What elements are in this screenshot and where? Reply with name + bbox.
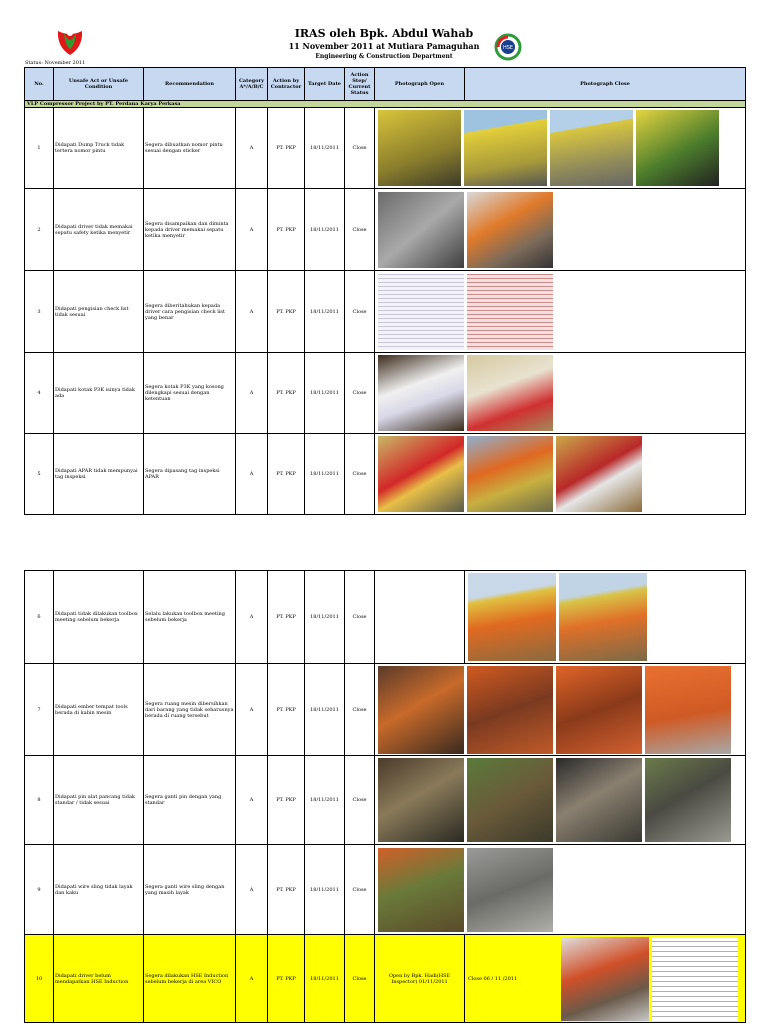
photo-engine-bucket	[378, 666, 464, 754]
row-action-by: PT. PKP	[268, 756, 305, 845]
row-category: A	[236, 108, 268, 189]
photo-truck-door-number	[636, 110, 719, 186]
table-row	[25, 571, 746, 664]
row-category: A	[236, 664, 268, 756]
table-row	[25, 664, 746, 756]
row-photos	[465, 571, 746, 664]
row-target-date: 18/11/2011	[305, 845, 345, 935]
report-department: Engineering & Construction Department	[315, 53, 453, 60]
row-recommendation: Segera ganti wire sling dengan yang masih layak	[144, 845, 236, 935]
photo-engine-cabin-1	[467, 666, 553, 754]
row-action-by: PT. PKP	[268, 189, 305, 271]
table-header-row	[25, 68, 746, 101]
row-photos	[375, 756, 746, 845]
row-category: A	[236, 756, 268, 845]
photo-pile-pin-3	[556, 758, 642, 842]
photo-wire-sling-close	[467, 848, 553, 932]
row-target-date: 18/11/2011	[305, 434, 345, 515]
photo-first-aid-box-open	[378, 355, 464, 431]
row-unsafe: Didapati kotak P3K isinya tidak ada	[54, 353, 144, 434]
row-photos	[375, 353, 746, 434]
table-row	[25, 189, 746, 271]
project-row	[25, 101, 746, 108]
row-action-by: PT. PKP	[268, 271, 305, 353]
row-action-by: PT. PKP	[268, 664, 305, 756]
row-recommendation: Segera dibuatkan nomor pintu sesuai dengan sticker	[144, 108, 236, 189]
photo-dump-truck-side	[550, 110, 633, 186]
row-action-by: PT. PKP	[268, 845, 305, 935]
row-status: Close	[345, 189, 375, 271]
row-status: Close	[345, 935, 375, 1023]
row-status: Close	[345, 353, 375, 434]
photo-toolbox-meeting-1	[468, 573, 556, 661]
table-row	[25, 845, 746, 935]
row-unsafe: Didapati ember tempat tools berada di kabin mesin	[54, 664, 144, 756]
col-no: No.	[25, 68, 54, 101]
row-unsafe: Didapati driver belum mendapatkan HSE Induction	[54, 935, 144, 1023]
row-photos	[375, 664, 746, 756]
row-status: Close	[345, 271, 375, 353]
svg-text:HSE: HSE	[502, 45, 514, 51]
row-photos	[375, 845, 746, 935]
row-target-date: 18/11/2011	[305, 664, 345, 756]
row-photos	[375, 189, 746, 271]
row-status: Close	[345, 664, 375, 756]
table-row	[25, 108, 746, 189]
row-target-date: 18/11/2011	[305, 189, 345, 271]
row-recommendation: Segera ruang mesin dibersihkan dari barang yang tidak seharusnya berada di ruang tersebut	[144, 664, 236, 756]
row-no: 7	[25, 664, 54, 756]
row-no: 2	[25, 189, 54, 271]
photo-first-aid-box-close	[467, 355, 553, 431]
table-row	[25, 756, 746, 845]
row-no: 6	[25, 571, 54, 664]
col-photo-open: Photograph Open	[375, 68, 465, 101]
row-no: 3	[25, 271, 54, 353]
row-action-by: PT. PKP	[268, 935, 305, 1023]
row-category: A	[236, 189, 268, 271]
photo-pile-pin-1	[378, 758, 464, 842]
photo-extinguisher-open	[378, 436, 464, 512]
row-recommendation: Segera ganti pin dengan yang standar	[144, 756, 236, 845]
photo-checklist-close	[467, 274, 553, 350]
row-target-date: 18/11/2011	[305, 756, 345, 845]
photo-extinguisher-tag	[556, 436, 642, 512]
photo-dump-truck-front	[464, 110, 547, 186]
row-target-date: 18/11/2011	[305, 353, 345, 434]
row-unsafe: Didapati APAR tidak mempunyai tag inspeksi	[54, 434, 144, 515]
row-recommendation: Segera kotak P3K yang kosong dilengkapi sesuai dengan ketentuan	[144, 353, 236, 434]
row-unsafe: Didapati pin alat pancang tidak standar / tidak sesuai	[54, 756, 144, 845]
row-category: A	[236, 935, 268, 1023]
photo-hse-induction	[561, 937, 649, 1021]
row-recommendation: Segera dilakukan HSE Induction sebelum bekerja di area VICO	[144, 935, 236, 1023]
row-unsafe: Didapati Dump Truck tidak tertera nomor pintu	[54, 108, 144, 189]
row-unsafe: Didapati driver tidak memakai sepatu safety ketika menyetir	[54, 189, 144, 271]
table-row	[25, 271, 746, 353]
row-category: A	[236, 353, 268, 434]
table-row	[25, 935, 746, 1023]
photo-engine-cabin-3	[645, 666, 731, 754]
row-unsafe: Didapati wire sling tidak layak dan kaku	[54, 845, 144, 935]
report-title: IRAS oleh Bpk. Abdul Wahab	[294, 27, 474, 40]
row-category: A	[236, 434, 268, 515]
row-status: Close	[345, 756, 375, 845]
report-header	[0, 0, 768, 68]
row-no: 9	[25, 845, 54, 935]
row-no: 8	[25, 756, 54, 845]
row-recommendation: Segera dipasang tag inspeksi APAR	[144, 434, 236, 515]
row-photos	[375, 271, 746, 353]
photo-checklist-open	[378, 274, 464, 350]
row-no: 10	[25, 935, 54, 1023]
row-action-by: PT. PKP	[268, 571, 305, 664]
row-action-by: PT. PKP	[268, 353, 305, 434]
col-category: Category A*/A/B/C	[236, 68, 268, 101]
row-status: Close	[345, 434, 375, 515]
row-unsafe: Didapati tidak dilakukan toolbox meeting sebelum bekerja	[54, 571, 144, 664]
col-photo-close: Photograph Close	[465, 68, 746, 101]
row-status: Close	[345, 845, 375, 935]
photo-worker-extinguisher	[467, 436, 553, 512]
row-status: Close	[345, 571, 375, 664]
photo-driver-safety-shoes	[467, 192, 553, 268]
findings-table-top	[24, 67, 746, 515]
row-no: 5	[25, 434, 54, 515]
row-target-date: 18/11/2011	[305, 935, 345, 1023]
table-row	[25, 353, 746, 434]
project-label: VLP Compressor Project by PT. Perdana Karya Perkasa	[25, 101, 746, 108]
hse-logo-icon	[494, 33, 522, 61]
col-recommendation: Recommendation	[144, 68, 236, 101]
row-photos	[465, 935, 746, 1023]
photo-pile-pin-4	[645, 758, 731, 842]
row-recommendation: Segera diberitahukan kepada driver cara pengisian check list yang benar	[144, 271, 236, 353]
photo-driver-feet	[378, 192, 464, 268]
row-no: 4	[25, 353, 54, 434]
col-action-step: Action Step/ Current Status	[345, 68, 375, 101]
col-target-date: Target Date	[305, 68, 345, 101]
row-action-by: PT. PKP	[268, 108, 305, 189]
photo-toolbox-meeting-2	[559, 573, 647, 661]
row-action-by: PT. PKP	[268, 434, 305, 515]
row-target-date: 18/11/2011	[305, 571, 345, 664]
findings-table-bottom	[24, 570, 746, 1023]
row-category: A	[236, 845, 268, 935]
row-recommendation: Selalu lakukan toolbox meeting sebelum bekerja	[144, 571, 236, 664]
col-action-by: Action by Contractor	[268, 68, 305, 101]
row-close-note: Close 06 / 11 /2011	[468, 975, 518, 982]
row-unsafe: Didapati pengisian check list tidak sesuai	[54, 271, 144, 353]
row-photos	[375, 434, 746, 515]
col-unsafe: Unsafe Act or Unsafe Condition	[54, 68, 144, 101]
row-status: Close	[345, 108, 375, 189]
photo-wire-sling-open	[378, 848, 464, 932]
row-target-date: 18/11/2011	[305, 108, 345, 189]
photo-engine-cabin-2	[556, 666, 642, 754]
row-category: A	[236, 271, 268, 353]
row-action-step: Open by Bpk. Hadi(HSE Inspector) 01/11/2011	[375, 935, 465, 1023]
photo-pile-pin-2	[467, 758, 553, 842]
row-photo-open	[375, 571, 465, 664]
report-date-location: 11 November 2011 at Mutiara Pamaguhan	[288, 41, 480, 51]
photo-attendance-list	[652, 937, 738, 1021]
table-row	[25, 434, 746, 515]
row-no: 1	[25, 108, 54, 189]
report-status: Status: November 2011	[25, 60, 86, 66]
row-target-date: 18/11/2011	[305, 271, 345, 353]
photo-dump-truck-door	[378, 110, 461, 186]
row-recommendation: Segera disampaikan dan diminta kepada driver memakai sepatu ketika menyetir	[144, 189, 236, 271]
row-photos	[375, 108, 746, 189]
row-category: A	[236, 571, 268, 664]
